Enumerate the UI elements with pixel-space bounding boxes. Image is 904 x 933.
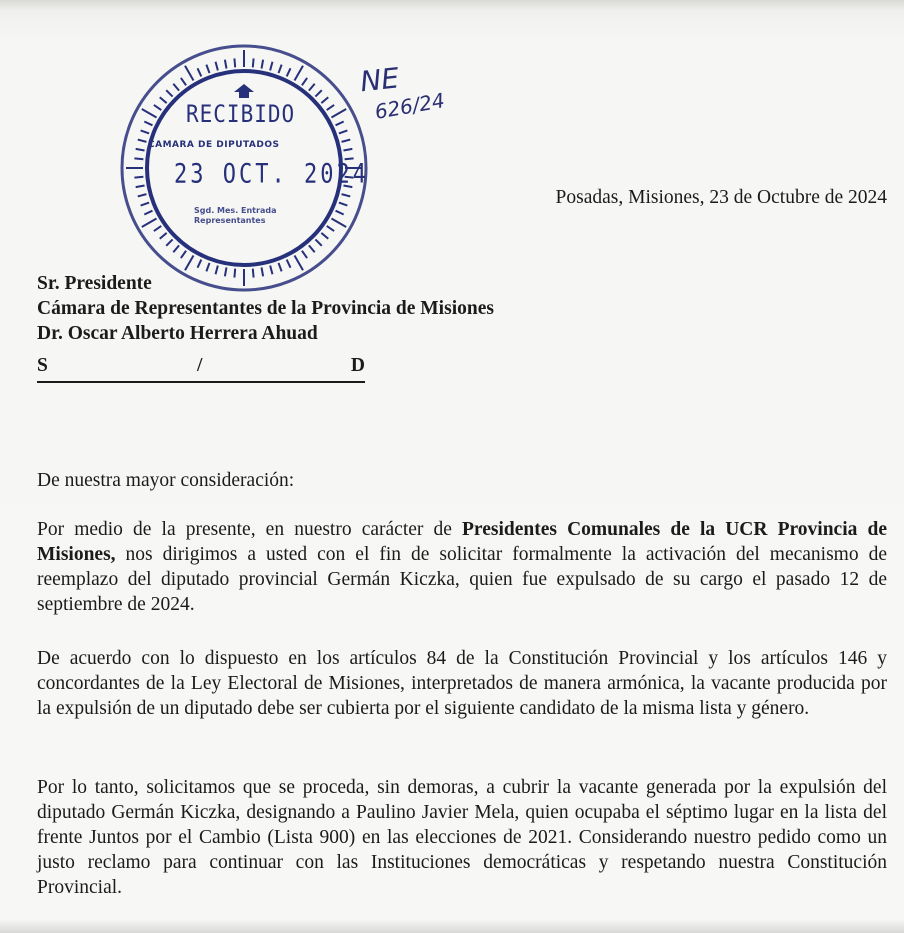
annotation-line-1: NE [358,61,401,99]
stamp-tick [295,255,304,270]
stamp-tick [166,90,172,96]
stamp-tick [302,251,307,258]
stamp-tick [134,158,143,159]
stamp-tick [287,260,291,268]
stamp-tick [142,219,157,228]
stamp-tick [198,68,202,76]
stamp-tick [142,109,157,118]
stamp-sign-line-2: Representantes [194,216,266,225]
stamp-tick [270,62,272,71]
paragraph-1 [37,517,887,617]
sd-slash: / [197,355,203,376]
stamp-organization: CAMARA DE DIPUTADOS [148,140,280,150]
sd-s: S [37,355,48,376]
stamp-tick [138,140,147,142]
stamp-tick [234,58,235,67]
stamp-tick [287,68,291,76]
recipient-block [37,271,494,346]
stamp-tick [154,105,161,110]
recipient-institution: Cámara de Representantes de la Provincia de Misiones [37,298,494,319]
stamp-tick [342,140,351,142]
stamp-tick [141,130,149,133]
recipient-name: Dr. Oscar Alberto Herrera Ahuad [37,323,318,344]
stamp-tick [134,177,143,178]
stamp-tick [315,90,321,96]
stamp-tick [136,186,145,188]
stamp-tick [181,78,186,85]
stamp-tick [343,149,352,151]
paragraph-1-intro: Por medio de la presente, en nuestro carácter de [37,519,462,540]
page-bottom-edge [0,919,904,933]
stamp-tick [262,60,264,69]
stamp-tick [279,65,282,73]
stamp-tick [331,219,346,228]
stamp-tick [342,194,351,196]
stamp-tick [185,255,194,270]
stamp-date: 23 OCT. 2024 [174,159,369,190]
sd-line [37,355,365,383]
annotation-line-2: 626/24 [372,88,447,124]
stamp-tick [321,233,328,239]
stamp-tick [136,149,145,151]
stamp-tick [315,239,321,245]
salutation: De nuestra mayor consideración: [37,470,295,491]
paragraph-1-rest: nos dirigimos a usted con el fin de solicitar formalmente la activación del mecanismo de reemplazo del diputado provincial Germán Kiczka, quien fue expulsado de su cargo el pasado 12 de septiembre de 2024. [37,544,887,615]
stamp-tick [302,78,307,85]
stamp-tick [327,105,334,110]
paragraph-2: De acuerdo con lo dispuesto en los artículos 84 de la Constitución Provincial y los artículos 146 y concordantes de la Ley Electoral de Misiones, interpretados de manera armónica, la vacante producida por la expulsión de un diputado debe ser cubierta por el siguiente candidato de la misma lista y género. [37,648,887,719]
stamp-tick [173,84,179,91]
stamp-tick [141,203,149,206]
stamp-sign-line-1: Sgd. Mes. Entrada [194,206,277,215]
stamp-tick [185,66,194,81]
stamp-tick [206,65,209,73]
stamp-tick [160,97,167,103]
stamp-tick [295,66,304,81]
stamp-tick [339,130,347,133]
handwritten-annotation [352,58,502,133]
stamp-tick [225,60,227,69]
stamp-tick [138,194,147,196]
stamp-tick [309,245,315,252]
stamp-tick [166,239,172,245]
stamp-tick [331,109,346,118]
received-stamp [108,40,380,298]
stamp-tick [144,211,152,215]
stamp-tick [181,251,186,258]
sd-d: D [350,355,365,376]
stamp-tick [339,203,347,206]
stamp-tick [144,122,152,126]
recipient-title: Sr. Presidente [37,273,152,294]
letter-date: Posadas, Misiones, 23 de Octubre de 2024 [555,187,887,208]
stamp-tick [321,97,328,103]
stamp-received-label: RECIBIDO [186,100,296,128]
stamp-tick [253,58,254,67]
stamp-tick [160,233,167,239]
page-top-edge [0,0,904,10]
stamp-tick [327,226,334,231]
stamp-signature-block [194,206,276,226]
paragraph-1-bold: Presidentes Comunales de la UCR Provincia de Misiones, [37,519,887,565]
paragraph-3: Por lo tanto, solicitamos que se proceda, sin demoras, a cubrir la vacante generada por la expulsión del diputado Germán Kiczka, designando a Paulino Javier Mela, quien ocupaba el séptimo lugar en la lista del frente Juntos por el Cambio (Lista 900) en las elecciones de 2021. Considerando nuestro pedido como un justo reclamo para continuar con las Instituciones democráticas y respetando nuestra Constitución Provincial. [37,777,887,898]
stamp-tick [198,260,202,268]
stamp-tick [173,245,179,252]
stamp-tick [216,62,218,71]
stamp-tick [336,211,344,215]
stamp-tick [309,84,315,91]
stamp-tick [154,226,161,231]
stamp-tick [336,122,344,126]
